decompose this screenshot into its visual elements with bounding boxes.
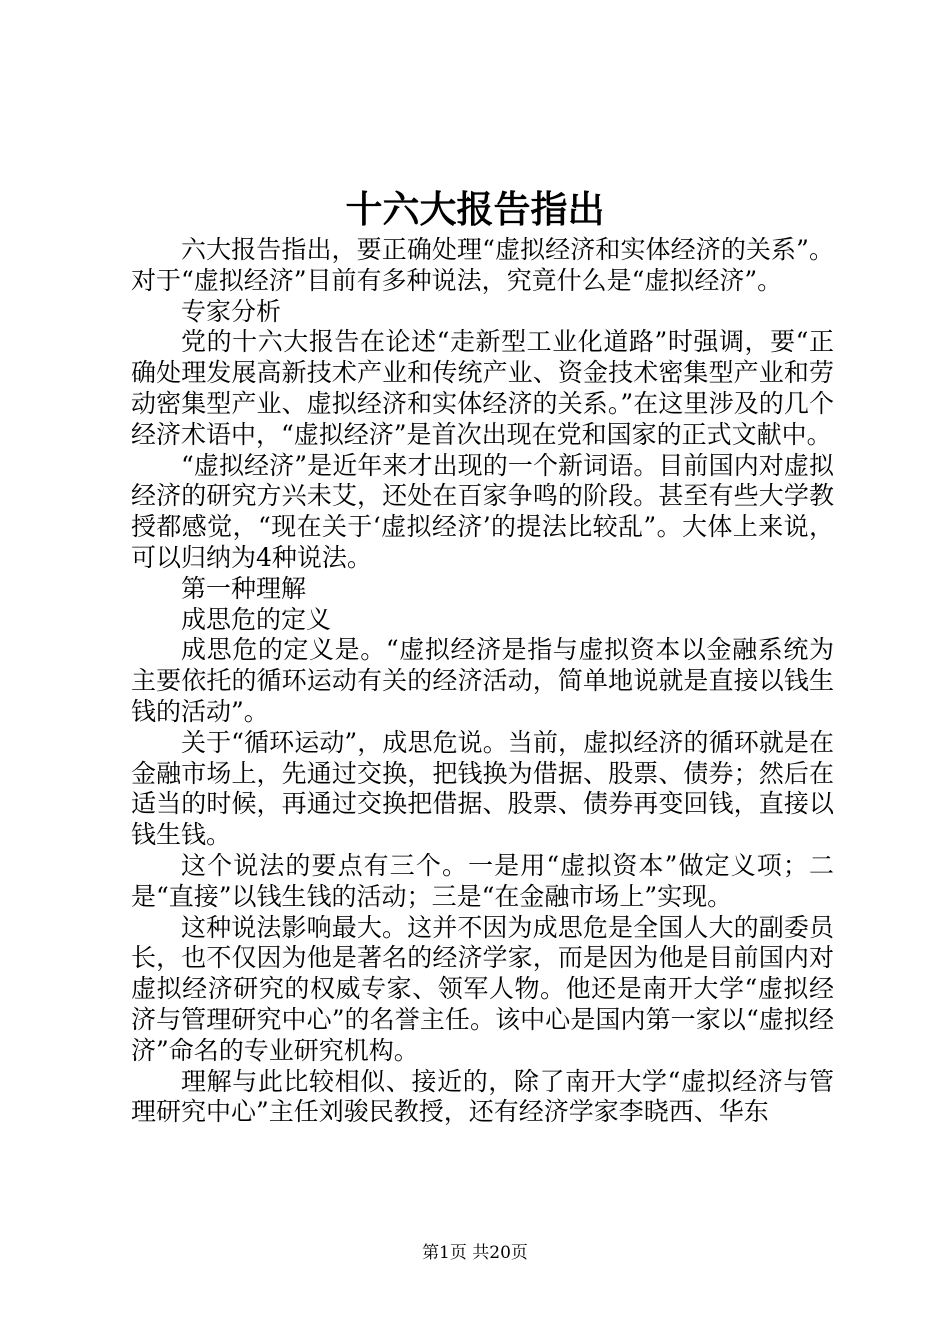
- document-body: [131, 235, 834, 1128]
- paragraph: 这种说法影响最大。这并不因为成思危是全国人大的副委员长，也不仅因为他是著名的经济学家，而是因为他是目前国内对虚拟经济研究的权威专家、领军人物。他还是南开大学“虚拟经济与管理研究中心”的名誉主任。该中心是国内第一家以“虚拟经济”命名的专业研究机构。: [131, 912, 834, 1065]
- section-heading: 成思危的定义: [181, 604, 332, 634]
- paragraph: 党的十六大报告在论述“走新型工业化道路”时强调，要“正确处理发展高新技术产业和传统产业、资金技术密集型产业和劳动密集型产业、虚拟经济和实体经济的关系。”在这里涉及的几个经济术语中，“虚拟经济”是首次出现在党和国家的正式文献中。: [131, 327, 834, 449]
- page-number-footer: 第1页 共20页: [422, 1243, 528, 1263]
- section-heading: 专家分析: [181, 296, 282, 326]
- section-heading: 第一种理解: [181, 573, 307, 603]
- document-title: 十六大报告指出: [345, 187, 605, 231]
- paragraph: 这个说法的要点有三个。一是用“虚拟资本”做定义项；二是“直接”以钱生钱的活动；三是“在金融市场上”实现。: [131, 850, 834, 911]
- paragraph: 理解与此比较相似、接近的，除了南开大学“虚拟经济与管理研究中心”主任刘骏民教授，还有经济学家李晓西、华东: [131, 1066, 834, 1127]
- paragraph: 关于“循环运动”，成思危说。当前，虚拟经济的循环就是在金融市场上，先通过交换，把钱换为借据、股票、债券；然后在适当的时候，再通过交换把借据、股票、债券再变回钱，直接以钱生钱。: [131, 727, 834, 850]
- paragraph: 成思危的定义是。“虚拟经济是指与虚拟资本以金融系统为主要依托的循环运动有关的经济活动，简单地说就是直接以钱生钱的活动”。: [131, 635, 834, 726]
- paragraph: 六大报告指出，要正确处理“虚拟经济和实体经济的关系”。对于“虚拟经济”目前有多种说法，究竟什么是“虚拟经济”。: [131, 235, 834, 295]
- paragraph: “虚拟经济”是近年来才出现的一个新词语。目前国内对虚拟经济的研究方兴未艾，还处在百家争鸣的阶段。甚至有些大学教授都感觉，“现在关于‘虚拟经济’的提法比较乱”。大体上来说，可以归纳为4种说法。: [131, 450, 834, 572]
